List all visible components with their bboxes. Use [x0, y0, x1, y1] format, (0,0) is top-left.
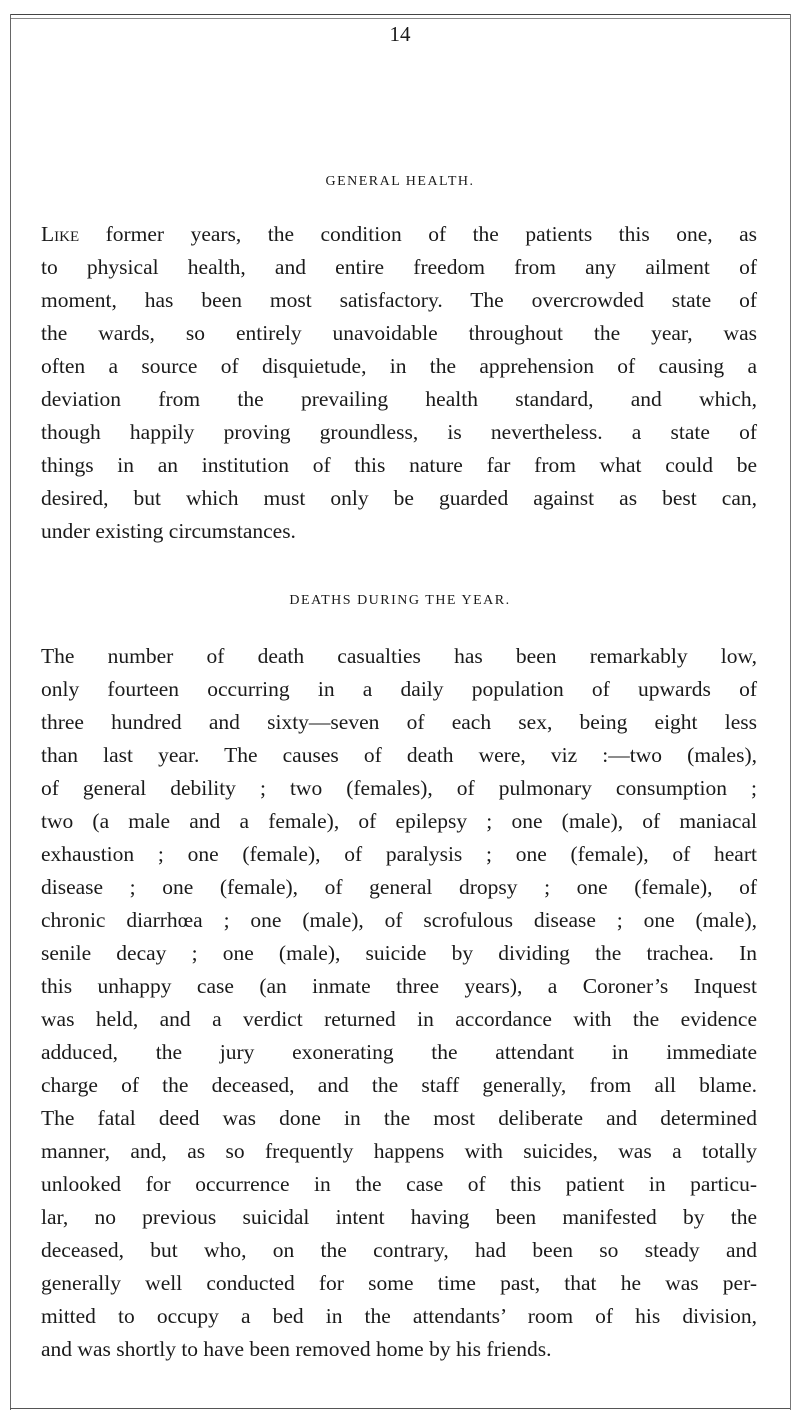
line-text: this unhappy case (an inmate three years), a Coroner’s Inquest: [41, 974, 757, 998]
line-text: than last year. The causes of death were, viz :—two (males),: [41, 743, 757, 767]
text-line: [41, 1168, 757, 1201]
text-line: [41, 1333, 757, 1366]
text-line: [41, 838, 757, 871]
text-line: [41, 1003, 757, 1036]
text-line: [41, 515, 757, 548]
paragraph-deaths: [41, 640, 757, 1366]
text-line: [41, 706, 757, 739]
text-line: [41, 1102, 757, 1135]
line-text: disease ; one (female), of general dropsy ; one (female), of: [41, 875, 757, 899]
line-text: mitted to occupy a bed in the attendants’ room of his division,: [41, 1304, 757, 1328]
line-text: under existing circumstances.: [41, 519, 296, 543]
section-heading-general-health: GENERAL HEALTH.: [325, 174, 475, 189]
line-text: the wards, so entirely unavoidable throughout the year, was: [41, 321, 757, 345]
text-line: [41, 970, 757, 1003]
section-heading-deaths: DEATHS DURING THE YEAR.: [289, 593, 511, 608]
text-line: [41, 739, 757, 772]
line-text: moment, has been most satisfactory. The overcrowded state of: [41, 288, 757, 312]
line-text: The number of death casualties has been remarkably low,: [41, 644, 757, 668]
page-border-top: [10, 14, 790, 15]
line-text: of general debility ; two (females), of pulmonary consumption ;: [41, 776, 757, 800]
line-text: The fatal deed was done in the most deliberate and determined: [41, 1106, 757, 1130]
line-text: often a source of disquietude, in the apprehension of causing a: [41, 354, 757, 378]
line-text: charge of the deceased, and the staff generally, from all blame.: [41, 1073, 757, 1097]
text-line: [41, 673, 757, 706]
page-number: 14: [389, 22, 411, 46]
paragraph-general-health: [41, 218, 757, 548]
text-line: [41, 937, 757, 970]
line-text: two (a male and a female), of epilepsy ; one (male), of maniacal: [41, 809, 757, 833]
line-text: senile decay ; one (male), suicide by dividing the trachea. In: [41, 941, 757, 965]
text-line: [41, 284, 757, 317]
text-line: [41, 350, 757, 383]
lead-word: Like: [41, 222, 80, 246]
text-line: [41, 1135, 757, 1168]
line-text: former years, the condition of the patients this one, as: [79, 222, 757, 246]
line-text: deceased, but who, on the contrary, had been so steady and: [41, 1238, 757, 1262]
line-text: things in an institution of this nature far from what could be: [41, 453, 757, 477]
text-line: [41, 416, 757, 449]
line-text: to physical health, and entire freedom from any ailment of: [41, 255, 757, 279]
line-text: generally well conducted for some time past, that he was per-: [41, 1271, 757, 1295]
text-line: [41, 482, 757, 515]
line-text: chronic diarrhœa ; one (male), of scrofulous disease ; one (male),: [41, 908, 757, 932]
text-line: [41, 218, 757, 251]
text-line: [41, 383, 757, 416]
page-border-left: [10, 14, 11, 1410]
text-line: [41, 772, 757, 805]
text-line: [41, 904, 757, 937]
line-text: adduced, the jury exonerating the attendant in immediate: [41, 1040, 757, 1064]
line-text: though happily proving groundless, is nevertheless. a state of: [41, 420, 757, 444]
text-line: [41, 251, 757, 284]
line-text: only fourteen occurring in a daily population of upwards of: [41, 677, 757, 701]
text-line: [41, 449, 757, 482]
text-line: [41, 1300, 757, 1333]
page-border-bottom: [10, 1408, 790, 1409]
line-text: unlooked for occurrence in the case of this patient in particu-: [41, 1172, 757, 1196]
text-line: [41, 805, 757, 838]
text-line: [41, 871, 757, 904]
line-text: was held, and a verdict returned in accordance with the evidence: [41, 1007, 757, 1031]
text-line: [41, 1036, 757, 1069]
text-line: [41, 1201, 757, 1234]
line-text: deviation from the prevailing health standard, and which,: [41, 387, 757, 411]
page-border-top-inner: [10, 18, 790, 19]
line-text: exhaustion ; one (female), of paralysis ; one (female), of heart: [41, 842, 757, 866]
line-text: desired, but which must only be guarded against as best can,: [41, 486, 757, 510]
text-line: [41, 1234, 757, 1267]
page-border-right: [790, 14, 791, 1410]
text-line: [41, 1267, 757, 1300]
text-line: [41, 1069, 757, 1102]
line-text: manner, and, as so frequently happens with suicides, was a totally: [41, 1139, 757, 1163]
text-line: [41, 317, 757, 350]
line-text: lar, no previous suicidal intent having been manifested by the: [41, 1205, 757, 1229]
line-text: and was shortly to have been removed home by his friends.: [41, 1337, 552, 1361]
line-text: three hundred and sixty—seven of each sex, being eight less: [41, 710, 757, 734]
text-line: [41, 640, 757, 673]
